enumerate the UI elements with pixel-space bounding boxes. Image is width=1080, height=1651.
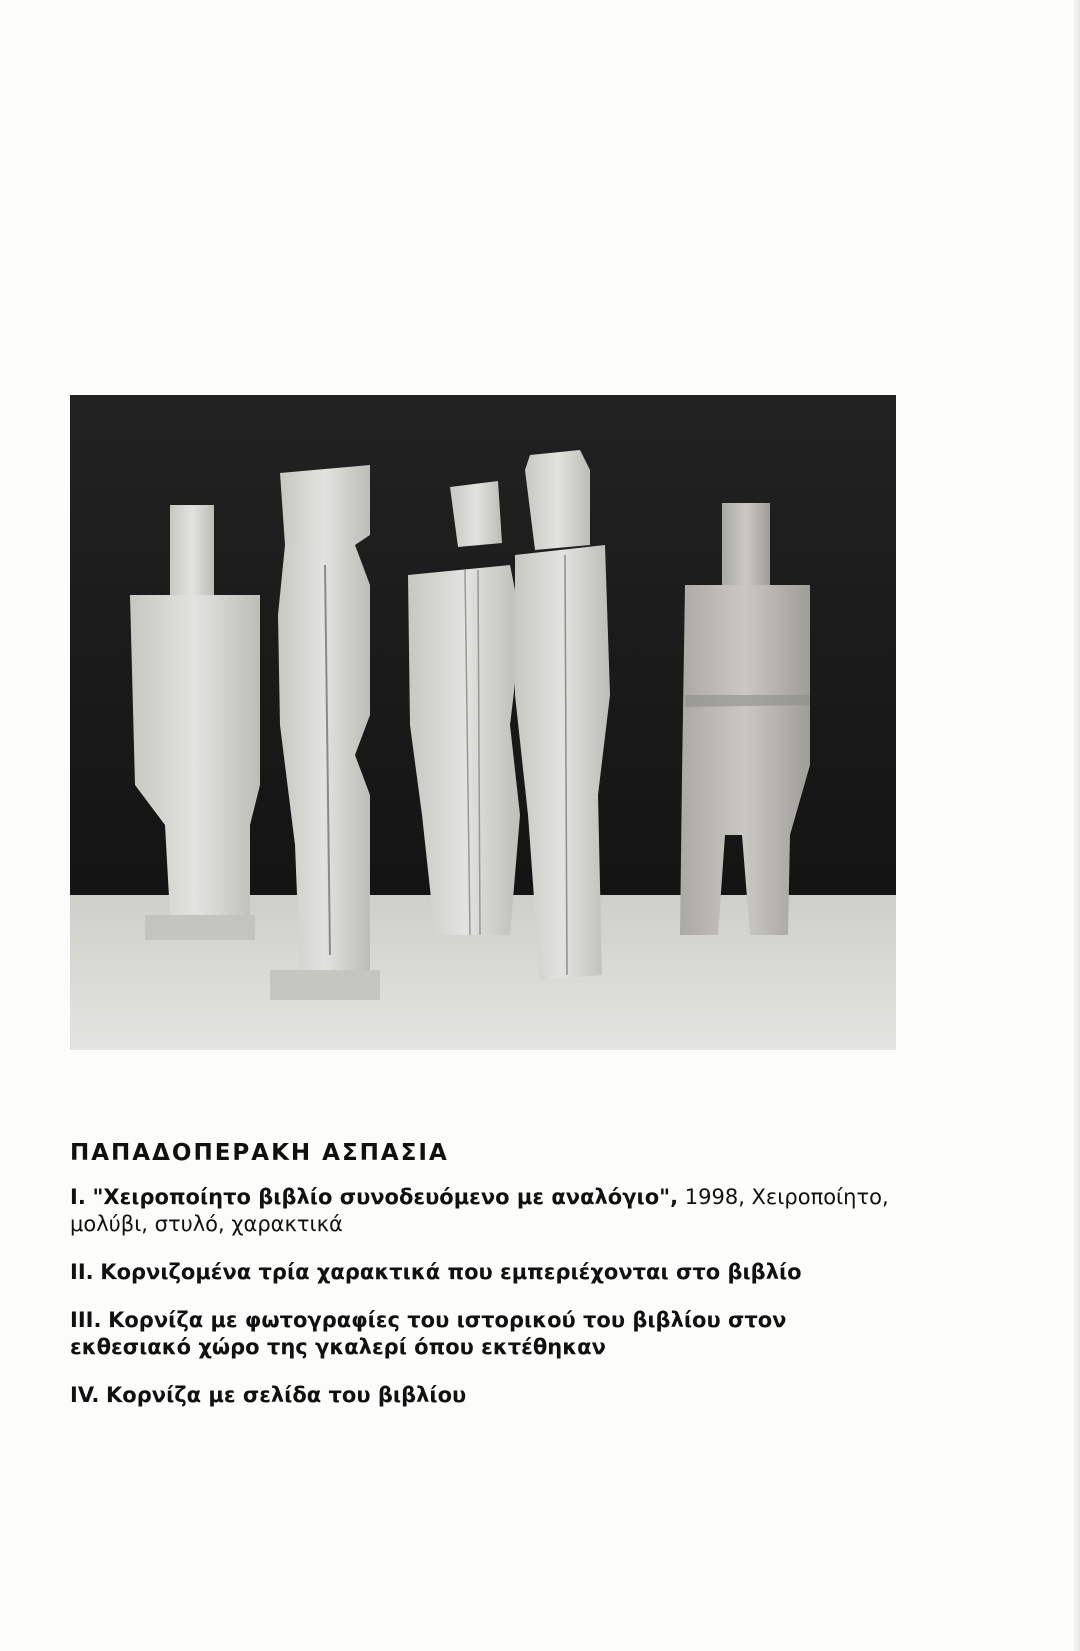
item-title: Κορνιζομένα τρία χαρακτικά που εμπεριέχονται στο βιβλίο (100, 1260, 802, 1284)
sculpture-photograph (70, 395, 896, 1050)
item-title: "Χειροποίητο βιβλίο συνοδευόμενο με αναλόγιο", (92, 1185, 679, 1209)
caption-item-2 (70, 1259, 900, 1286)
caption-item-1 (70, 1184, 900, 1238)
caption-block (70, 1140, 900, 1430)
item-details: 1998, Χειροποίητο, μολύβι, στυλό, χαρακτικά (70, 1185, 889, 1236)
item-title: Κορνίζα με φωτογραφίες του ιστορικού του βιβλίου στον εκθεσιακό χώρο της γκαλερί όπου εκτέθηκαν (70, 1308, 787, 1359)
item-number: III. (70, 1308, 102, 1332)
item-title: Κορνίζα με σελίδα του βιβλίου (106, 1383, 467, 1407)
caption-item-3 (70, 1307, 900, 1361)
item-number: IV. (70, 1383, 100, 1407)
item-number: I. (70, 1185, 86, 1209)
artist-name: ΠΑΠΑΔΟΠΕΡΑΚΗ ΑΣΠΑΣΙΑ (70, 1140, 449, 1166)
caption-item-4 (70, 1382, 900, 1409)
sculpture-photograph-icon (70, 395, 896, 1050)
page-edge-shadow (1074, 0, 1080, 1651)
item-number: II. (70, 1260, 94, 1284)
